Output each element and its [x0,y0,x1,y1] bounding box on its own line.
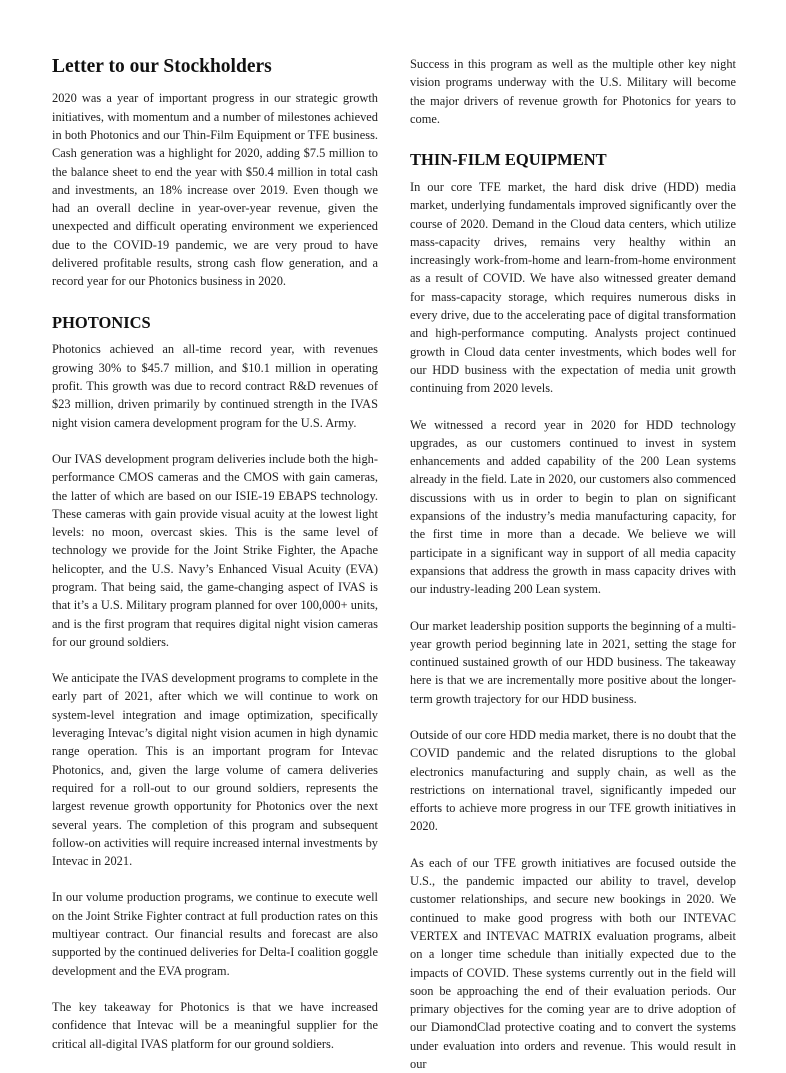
photonics-heading: PHOTONICS [52,312,151,332]
tfe-paragraph-5: As each of our TFE growth initiatives are focused outside the U.S., the pandemic impacted our ability to travel, develop customer relationships, and secure new bookings in 2020. We continued to make good progress with both our INTEVAC VERTEX and INTEVAC MATRIX evaluation programs, albeit on a longer time schedule than initially expected due to the impacts of COVID. These systems currently out in the field will soon be approaching the end of their evaluation periods. Our primary objectives for the coming year are to drive adoption of our DiamondClad protective coating and to convert the systems under evaluation into orders and revenue. This would result in our [410,855,736,1072]
photonics-paragraph-2: Our IVAS development program deliveries include both the high-performance CMOS cameras and the CMOS with gain cameras, the latter of which are based on our ISIE-19 EBAPS technology. These cameras with gain provide visual acuity at the lowest light levels: no moon, overcast skies. This is the same level of technology we provide for the Joint Strike Fighter, the Apache helicopter, and the U.S. Navy’s Enhanced Visual Acuity (EVA) program. That being said, the game-changing aspect of IVAS is that it’s a U.S. Military program planned for over 100,000+ units, and is the first program that requires digital night vision cameras for our ground soldiers. [52,451,378,649]
photonics-paragraph-3: We anticipate the IVAS development programs to complete in the early part of 2021, after which we will continue to work on system-level integration and image optimization, specifically leveraging Intevac’s digital night vision acumen in high dynamic range operation. This is an important program for Intevac Photonics, and, given the large volume of camera deliveries required for a roll-out to our ground soldiers, represents the largest revenue growth opportunity for Photonics over the next several years. The completion of this program and subsequent follow-on activities will require increased internal investments by Intevac in 2021. [52,671,378,869]
letter-title: Letter to our Stockholders [52,56,272,77]
tfe-paragraph-4: Outside of our core HDD media market, there is no doubt that the COVID pandemic and the related disruptions to the global electronics manufacturing and supply chain, as well as the restrictions on international travel, significantly impeded our efforts to achieve more progress in our TFE growth initiatives in 2020. [410,728,736,834]
left-column [52,55,378,1053]
tfe-paragraph-1: In our core TFE market, the hard disk drive (HDD) media market, underlying fundamentals improved significantly over the course of 2020. Demand in the Cloud data centers, which utilize mass-capacity drives, remains very healthy within an increasingly work-from-home and learn-from-home environment as a result of COVID. We have also witnessed greater demand for mass-capacity storage, which requires numerous disks in every drive, due to the accelerating pace of digital transformation and high-performance computing. Analysts project continued growth in Cloud data center investments, which bodes well for our HDD business with the expectation of media unit growth continuing from 2020 levels. [410,179,736,396]
intro-paragraph: 2020 was a year of important progress in our strategic growth initiatives, with momentum and a number of milestones achieved in both Photonics and our Thin-Film Equipment or TFE business. Cash generation was a highlight for 2020, adding $7.5 million to the balance sheet to end the year with $50.4 million in total cash and investments, an 18% increase over 2019. Even though we had an overall decline in year-over-year revenue, given the unexpected and difficult operating environment we experienced due to the COVID-19 pandemic, we are very proud to have delivered profitable results, strong cash flow generation, and a record year for our Photonics business in 2020. [52,91,378,289]
photonics-paragraph-4: In our volume production programs, we continue to execute well on the Joint Strike Fighter contract at full production rates on this multiyear contract. Our financial results and forecast are also supported by the continued deliveries for Delta-I coalition goggle development and the EVA program. [52,890,378,978]
photonics-paragraph-6: Success in this program as well as the multiple other key night vision programs underway with the U.S. Military will become the major drivers of revenue growth for Photonics for years to come. [410,57,736,126]
tfe-paragraph-2: We witnessed a record year in 2020 for HDD technology upgrades, as our customers continued to invest in system enhancements and added capability of the 200 Lean systems already in the field. Late in 2020, our customers also commenced discussions with us in order to begin to plan on significant expansions of the industry’s media manufacturing capacity, for the first time in more than a decade. We believe we will participate in a significant way in support of all media capacity expansions that address the growth in mass capacity drives with our industry-leading 200 Lean system. [410,417,736,597]
photonics-paragraph-1: Photonics achieved an all-time record year, with revenues growing 30% to $45.7 million, and $10.1 million in operating profit. This growth was due to record contract R&D revenues of $23 million, driven primarily by continued strength in the IVAS night vision camera development program for the U.S. Army. [52,342,378,430]
right-column [410,55,736,1073]
tfe-heading: THIN-FILM EQUIPMENT [410,150,607,170]
tfe-paragraph-3: Our market leadership position supports the beginning of a multi-year growth period beginning late in 2021, setting the stage for continued sustained growth of our HDD business. The takeaway here is that we are incrementally more positive about the longer-term growth trajectory for our HDD business. [410,618,736,706]
photonics-paragraph-5: The key takeaway for Photonics is that we have increased confidence that Intevac will be a meaningful supplier for the critical all-digital IVAS platform for our ground soldiers. [52,999,378,1051]
